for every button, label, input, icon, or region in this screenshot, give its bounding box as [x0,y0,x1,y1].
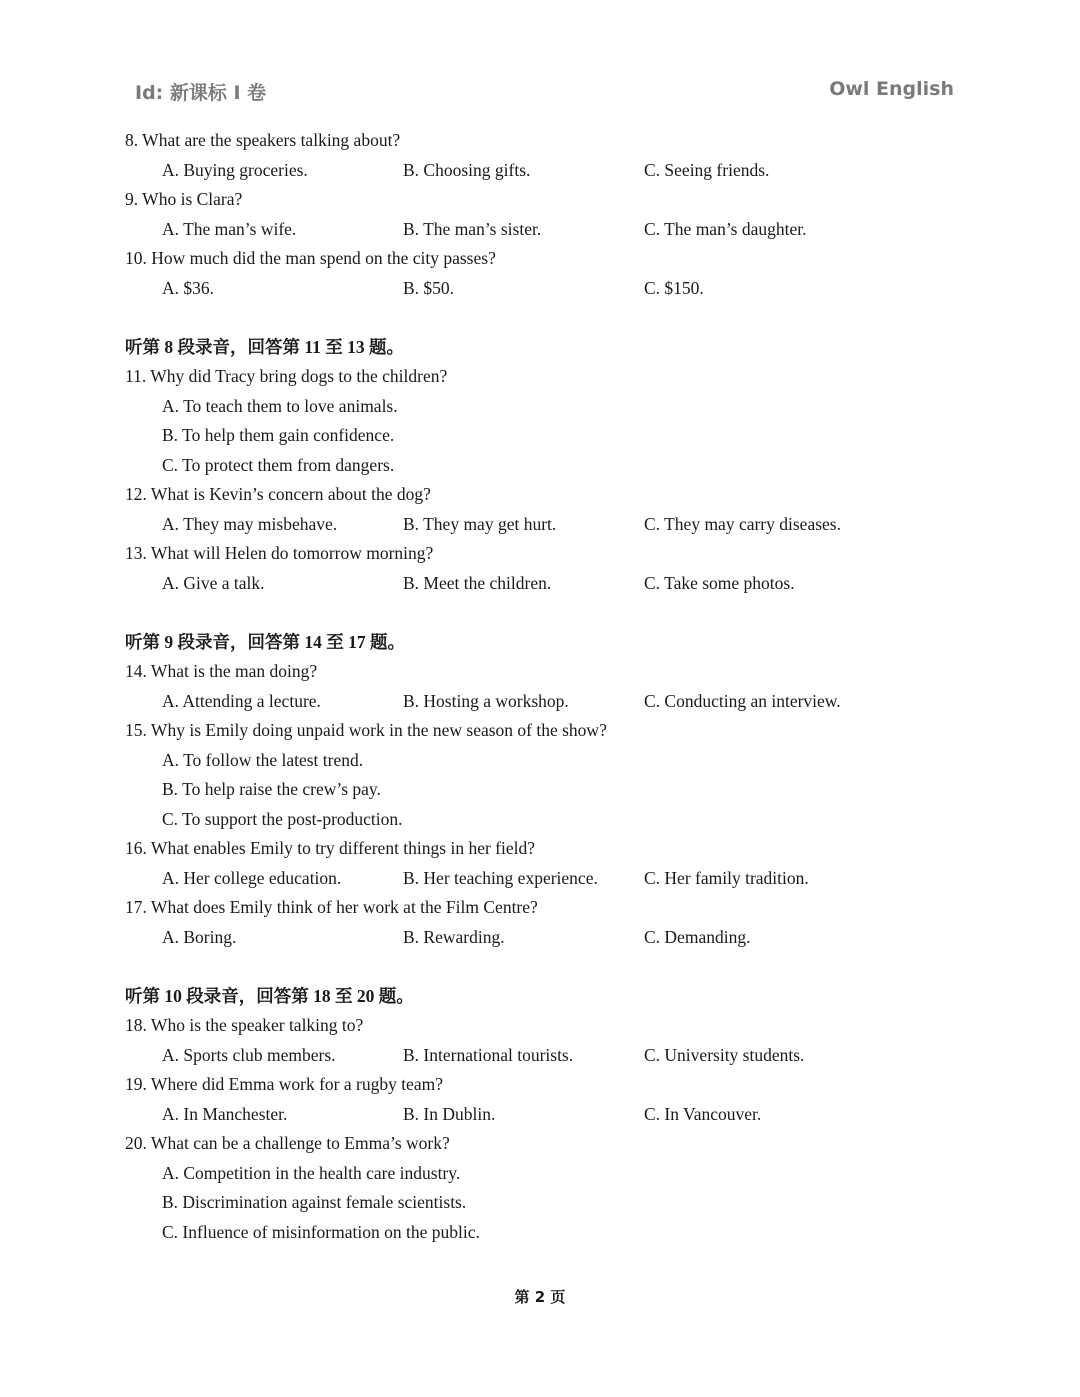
answer-option-c: C. Her family tradition. [644,867,809,888]
page-number: 第 2 页 [514,1288,566,1306]
section-title: 听第 9 段录音，回答第 14 至 17 题。 [125,631,405,652]
answer-option: C. To protect them from dangers. [162,454,395,475]
question-text: 16. What enables Emily to try different things in her field? [125,838,536,858]
section-spacer [125,303,945,333]
question-text: 11. Why did Tracy bring dogs to the children? [125,366,448,386]
question-list [125,126,945,1247]
answer-option-a: A. They may misbehave. [162,513,338,534]
question-text: 17. What does Emily think of her work at the Film Centre? [125,897,538,917]
answer-option-c: C. In Vancouver. [644,1103,762,1124]
answer-option-a: A. In Manchester. [162,1103,288,1124]
answer-option: B. To help them gain confidence. [162,425,395,445]
question-text: 10. How much did the man spend on the city passes? [125,248,496,268]
section-title: 听第 8 段录音，回答第 11 至 13 题。 [125,336,405,357]
answer-option-c: C. They may carry diseases. [644,513,841,534]
answer-options-row [125,510,945,540]
answer-option-c: C. $150. [644,277,704,298]
answer-options-row [125,569,945,599]
answer-option-b: B. They may get hurt. [403,513,557,534]
answer-option-b: B. International tourists. [403,1044,574,1065]
answer-option-b: B. Her teaching experience. [403,867,598,888]
answer-option-b: B. In Dublin. [403,1103,496,1124]
answer-option-a: A. $36. [162,277,215,298]
answer-options-row [125,274,945,304]
answer-option: B. To help raise the crew’s pay. [162,779,381,799]
answer-options-row [125,156,945,186]
answer-options-row [125,687,945,717]
question-text: 14. What is the man doing? [125,661,318,681]
answer-option-c: C. Take some photos. [644,572,795,593]
answer-option-b: B. Hosting a workshop. [403,690,569,711]
question-text: 19. Where did Emma work for a rugby team? [125,1074,443,1094]
question-text: 18. Who is the speaker talking to? [125,1015,364,1035]
answer-option-c: C. The man’s daughter. [644,218,807,239]
answer-option-c: C. Seeing friends. [644,159,770,180]
answer-option-c: C. University students. [644,1044,805,1065]
section-spacer [125,952,945,982]
question-text: 15. Why is Emily doing unpaid work in the new season of the show? [125,720,607,740]
answer-option-a: A. The man’s wife. [162,218,297,239]
header-right-label: Owl English [829,78,954,100]
answer-option-c: C. Demanding. [644,926,751,947]
answer-options-row [125,923,945,953]
answer-option-b: B. Choosing gifts. [403,159,531,180]
question-text: 8. What are the speakers talking about? [125,130,401,150]
answer-option-b: B. Meet the children. [403,572,552,593]
answer-option-b: B. Rewarding. [403,926,505,947]
section-title: 听第 10 段录音，回答第 18 至 20 题。 [125,985,414,1006]
answer-option: A. To follow the latest trend. [162,749,364,770]
question-text: 13. What will Helen do tomorrow morning? [125,543,434,563]
answer-option-a: A. Her college education. [162,867,342,888]
question-text: 12. What is Kevin’s concern about the dog? [125,484,431,504]
header-left-label: Id: 新课标 I 卷 [135,82,267,104]
answer-options-row [125,1041,945,1071]
answer-option-b: B. $50. [403,277,455,298]
answer-option-a: A. Sports club members. [162,1044,336,1065]
section-spacer [125,598,945,628]
answer-options-row [125,215,945,245]
answer-option-a: A. Attending a lecture. [162,690,321,711]
answer-option-a: A. Buying groceries. [162,159,308,180]
answer-option: A. To teach them to love animals. [162,395,398,416]
answer-option-c: C. Conducting an interview. [644,690,841,711]
page-header [135,78,954,108]
answer-option: C. Influence of misinformation on the public. [162,1221,480,1242]
answer-options-row [125,1100,945,1130]
answer-options-row [125,864,945,894]
answer-option-a: A. Give a talk. [162,572,265,593]
answer-option-a: A. Boring. [162,926,237,947]
answer-option: A. Competition in the health care industry. [162,1162,461,1183]
answer-option: B. Discrimination against female scientists. [162,1192,467,1212]
question-text: 9. Who is Clara? [125,189,243,209]
answer-option-b: B. The man’s sister. [403,218,542,239]
answer-option: C. To support the post-production. [162,808,403,829]
question-text: 20. What can be a challenge to Emma’s work? [125,1133,450,1153]
